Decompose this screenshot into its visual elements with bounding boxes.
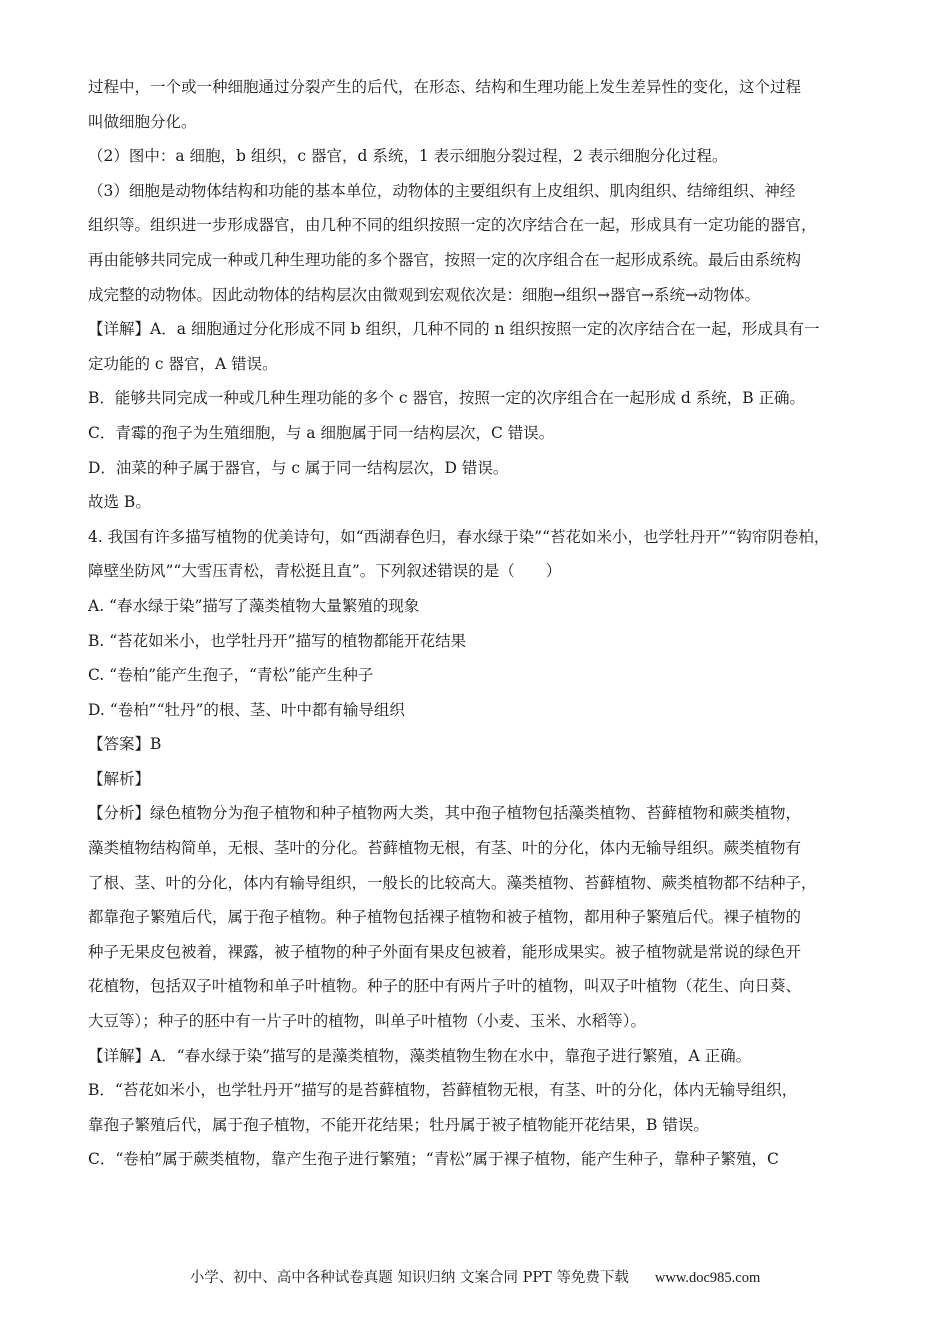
footer-site-link[interactable]: www.doc985.com — [654, 1270, 761, 1286]
text-line: 成完整的动物体。因此动物体的结构层次由微观到宏观依次是：细胞→组织→器官→系统→动物体。 — [88, 285, 760, 304]
analysis-heading: 【解析】 — [88, 769, 151, 788]
text-line: 故选 B。 — [88, 493, 151, 512]
text-line: C．青霉的孢子为生殖细胞，与 a 细胞属于同一结构层次，C 错误。 — [88, 423, 555, 442]
text-line: 再由能够共同完成一种或几种生理功能的多个器官，按照一定的次序组合在一起形成系统。最后由系统构 — [88, 250, 802, 269]
question-line: 4. 我国有许多描写植物的优美诗句，如“西湖春色归，春水绿于染”“苔花如米小，也学牡丹开”“钩帘阴卷柏， — [88, 527, 830, 546]
option-c: C. “卷柏”能产生孢子，“青松”能产生种子 — [88, 666, 374, 685]
text-line: 大豆等）；种子的胚中有一片子叶的植物，叫单子叶植物（小麦、玉米、水稻等）。 — [88, 1012, 647, 1031]
option-a: A. “春水绿于染”描写了藻类植物大量繁殖的现象 — [88, 596, 420, 615]
text-line: 【详解】A．a 细胞通过分化形成不同 b 组织，几种不同的 n 组织按照一定的次序结合在一起，形成具有一 — [88, 320, 820, 339]
text-line: B．“苔花如米小，也学牡丹开”描写的是苔藓植物，苔藓植物无根，有茎、叶的分化，体内无输导组织， — [88, 1081, 798, 1100]
text-line: 了根、茎、叶的分化，体内有输导组织，一般长的比较高大。藻类植物、苔藓植物、蕨类植物都不结种子， — [88, 873, 817, 892]
text-line: 叫做细胞分化。 — [88, 112, 197, 131]
text-line: 藻类植物结构简单，无根、茎叶的分化。苔藓植物无根，有茎、叶的分化，体内无输导组织。蕨类植物有 — [88, 839, 802, 858]
footer-text: 小学、初中、高中各种试卷真题 知识归纳 文案合同 PPT 等免费下载 — [189, 1270, 629, 1286]
text-line: 过程中，一个或一种细胞通过分裂产生的后代，在形态、结构和生理功能上发生差异性的变化，这个过程 — [88, 78, 802, 96]
text-line: C．“卷柏”属于蕨类植物，靠产生孢子进行繁殖；“青松”属于裸子植物，能产生种子，靠种子繁殖，C — [88, 1150, 779, 1169]
text-line: D．油菜的种子属于器官，与 c 属于同一结构层次，D 错误。 — [88, 458, 509, 477]
text-line: （2）图中：a 细胞，b 组织，c 器官，d 系统，1 表示细胞分裂过程，2 表示细胞分化过程。 — [88, 147, 728, 166]
text-line: 花植物，包括双子叶植物和单子叶植物。种子的胚中有两片子叶的植物，叫双子叶植物（花生、向日葵、 — [88, 977, 802, 996]
document-body — [88, 70, 868, 1177]
page-footer — [0, 1266, 950, 1287]
answer-line: 【答案】B — [88, 735, 162, 754]
text-line: 【详解】A．“春水绿于染”描写的是藻类植物，藻类植物生物在水中，靠孢子进行繁殖，A 正确。 — [88, 1046, 752, 1065]
text-line: 定功能的 c 器官，A 错误。 — [88, 354, 278, 373]
text-line: 靠孢子繁殖后代，属于孢子植物，不能开花结果；牡丹属于被子植物能开花结果，B 错误。 — [88, 1115, 709, 1134]
text-line: 都靠孢子繁殖后代，属于孢子植物。种子植物包括裸子植物和被子植物，都用种子繁殖后代。裸子植物的 — [88, 908, 802, 927]
text-line: 种子无果皮包被着，裸露，被子植物的种子外面有果皮包被着，能形成果实。被子植物就是常说的绿色开 — [88, 942, 802, 961]
option-d: D. “卷柏”“牡丹”的根、茎、叶中都有输导组织 — [88, 700, 405, 719]
text-line: 组织等。组织进一步形成器官，由几种不同的组织按照一定的次序结合在一起，形成具有一定功能的器官， — [88, 216, 817, 235]
option-b: B. “苔花如米小，也学牡丹开”描写的植物都能开花结果 — [88, 631, 467, 650]
text-line: 【分析】绿色植物分为孢子植物和种子植物两大类，其中孢子植物包括藻类植物、苔藓植物和蕨类植物， — [88, 804, 802, 823]
text-line: （3）细胞是动物体结构和功能的基本单位，动物体的主要组织有上皮组织、肌肉组织、结缔组织、神经 — [88, 181, 796, 200]
text-line: B．能够共同完成一种或几种生理功能的多个 c 器官，按照一定的次序组合在一起形成 d 系统，B 正确。 — [88, 389, 806, 408]
question-line: 障壁坐防风”“大雪压青松，青松挺且直”。下列叙述错误的是（ ） — [88, 562, 562, 581]
